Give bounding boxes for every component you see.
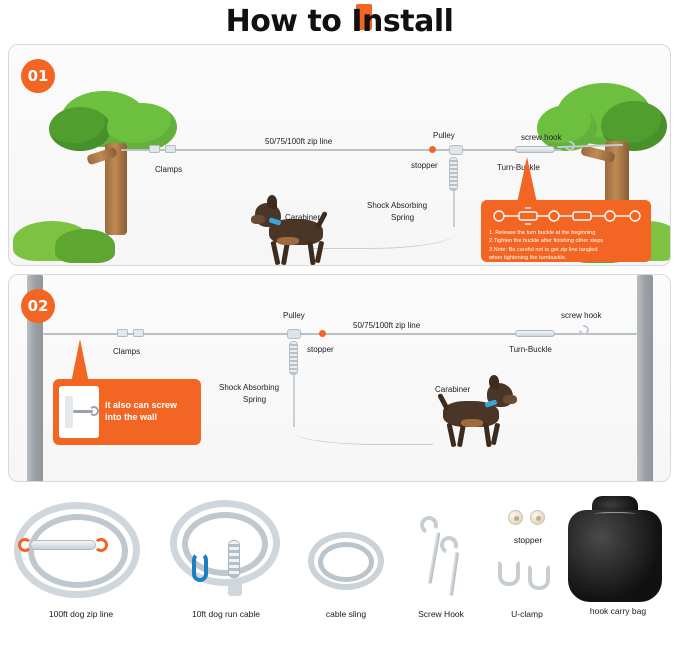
dog-leg-1	[271, 241, 281, 266]
pulley-2	[287, 329, 301, 339]
stopper-dot-2	[319, 330, 326, 337]
label-turnbuckle-2: Turn-Buckle	[509, 345, 552, 354]
product-zip-line	[6, 496, 156, 619]
coil-inner	[28, 514, 128, 588]
step-badge-1: 01	[21, 59, 55, 93]
callout-tail-1	[517, 157, 537, 203]
label-spring-1-line2: Spring	[391, 213, 415, 222]
label-zipline-2: 50/75/100ft zip line	[353, 321, 421, 330]
run-cable-clip	[228, 580, 242, 596]
product-caption-u-clamp: U-clamp	[511, 609, 543, 619]
page-title	[0, 0, 679, 42]
label-screw-hook-1: screw hook	[521, 133, 562, 142]
screw-hook-shaft-a	[428, 532, 441, 584]
product-caption-cable-sling: cable sling	[325, 609, 367, 619]
product-caption-carry-bag: hook carry bag	[589, 606, 647, 616]
shock-absorbing-spring-1	[449, 157, 458, 191]
clamp-left-2-p2	[133, 329, 144, 337]
label-stopper-1: stopper	[411, 161, 438, 170]
zip-line-hook-end	[18, 538, 32, 552]
label-spring-1-line1: Shock Absorbing	[367, 201, 428, 210]
callout-note-4: when tightening the turnbuckle.	[489, 255, 567, 262]
bush-left-2	[55, 229, 115, 263]
product-cable-sling	[296, 518, 396, 619]
dog-illustration-1	[247, 195, 333, 266]
product-caption-zip-line: 100ft dog zip line	[48, 609, 114, 619]
carry-bag-illustration	[562, 496, 668, 604]
title-text: How to Install	[225, 3, 454, 39]
drop-line-2	[293, 375, 295, 427]
label-clamps-2: Clamps	[113, 347, 141, 356]
drop-line-1	[453, 191, 455, 227]
stopper-dot-1	[429, 146, 436, 153]
clamp-left-1-p2	[117, 329, 128, 337]
label-carabiner-2: Carabiner	[435, 385, 471, 394]
clamp-left-2	[165, 145, 176, 153]
install-step-1-panel	[8, 44, 671, 266]
carry-bag-body	[568, 510, 662, 602]
screw-hook-illustration	[396, 510, 486, 606]
wall-callout-line1: it also can screw	[105, 400, 178, 411]
cable-sling-coil-2	[318, 542, 374, 582]
u-clamp-b	[528, 564, 550, 590]
product-caption-screw-hook: Screw Hook	[418, 609, 464, 619]
wall-hook-ring	[89, 406, 99, 416]
wall-plate-illustration	[59, 386, 99, 438]
zip-line-main	[121, 149, 561, 151]
pulley-1	[449, 145, 463, 155]
label-clamps-1: Clamps	[155, 165, 183, 174]
zip-line-turnbuckle	[30, 540, 96, 550]
dog-marking	[461, 419, 483, 427]
wall-callout-line2: into the wall	[105, 412, 158, 422]
stopper-ring-b	[530, 510, 545, 525]
clamp-left-1	[149, 145, 160, 153]
dog-ear	[267, 195, 277, 209]
label-spring-2-line1: Shock Absorbing	[219, 383, 280, 392]
tree-left-foliage-b	[49, 107, 111, 151]
dog-tail	[437, 393, 450, 411]
callout-tail-2	[71, 339, 89, 383]
u-clamp-illustration	[480, 550, 574, 606]
shock-absorbing-spring-2	[289, 341, 298, 375]
dog-leg-4	[491, 423, 500, 446]
product-u-clamp	[480, 550, 574, 619]
install-step-2-panel	[8, 274, 671, 482]
panel2-background	[9, 275, 670, 481]
wall-surface	[65, 396, 73, 428]
label-pulley-1: Pulley	[433, 131, 455, 140]
product-carry-bag	[562, 496, 674, 616]
dog-snout	[251, 215, 265, 224]
label-carabiner-1: Carabiner	[285, 213, 321, 222]
turnbuckle-2	[515, 330, 555, 337]
cable-sling-illustration	[296, 518, 396, 606]
callout-note-2: 2.Tighten the buckle after finishing other steps	[489, 238, 604, 245]
dog-leg-1	[447, 423, 457, 448]
product-caption-run-cable: 10ft dog run cable	[191, 609, 261, 619]
turnbuckle-1	[515, 146, 555, 153]
run-cable-illustration	[156, 496, 296, 606]
run-cable-carabiner	[192, 552, 208, 582]
run-cable-spring	[228, 540, 240, 578]
u-clamp-a	[498, 560, 520, 586]
screw-hook-shaft-b	[449, 552, 459, 596]
turnbuckle-diagram-icon	[489, 206, 643, 226]
zip-line-coil-illustration	[6, 496, 156, 606]
stopper-ring-a	[508, 510, 523, 525]
dog-marking	[277, 237, 299, 245]
label-pulley-2: Pulley	[283, 311, 305, 320]
label-screw-hook-2: screw hook	[561, 311, 602, 320]
wall-post-right	[637, 275, 653, 482]
label-stopper-2: stopper	[307, 345, 334, 354]
label-turnbuckle-1: Turn-Buckle	[497, 163, 540, 172]
dog-snout	[503, 395, 517, 404]
label-zipline-1: 50/75/100ft zip line	[265, 137, 333, 146]
carry-bag-drawstring	[594, 512, 636, 516]
zip-line-hook-end-2	[94, 538, 108, 552]
dog-ear	[489, 375, 499, 389]
product-screw-hook	[396, 510, 486, 619]
wall-callout-text	[105, 400, 185, 423]
callout-note-3: 3.Note: Be careful not to get zip line tangled	[489, 246, 598, 253]
label-spring-2-line2: Spring	[243, 395, 267, 404]
product-run-cable	[156, 496, 296, 619]
callout-note-1: 1. Release the turn buckle at the beginning	[489, 230, 596, 236]
products-row	[0, 488, 679, 645]
wall-mount-callout	[53, 379, 201, 445]
step-badge-2: 02	[21, 289, 55, 323]
turnbuckle-callout-1	[481, 200, 651, 262]
product-caption-stopper: stopper	[513, 535, 543, 545]
dog-leg-4	[315, 241, 324, 264]
